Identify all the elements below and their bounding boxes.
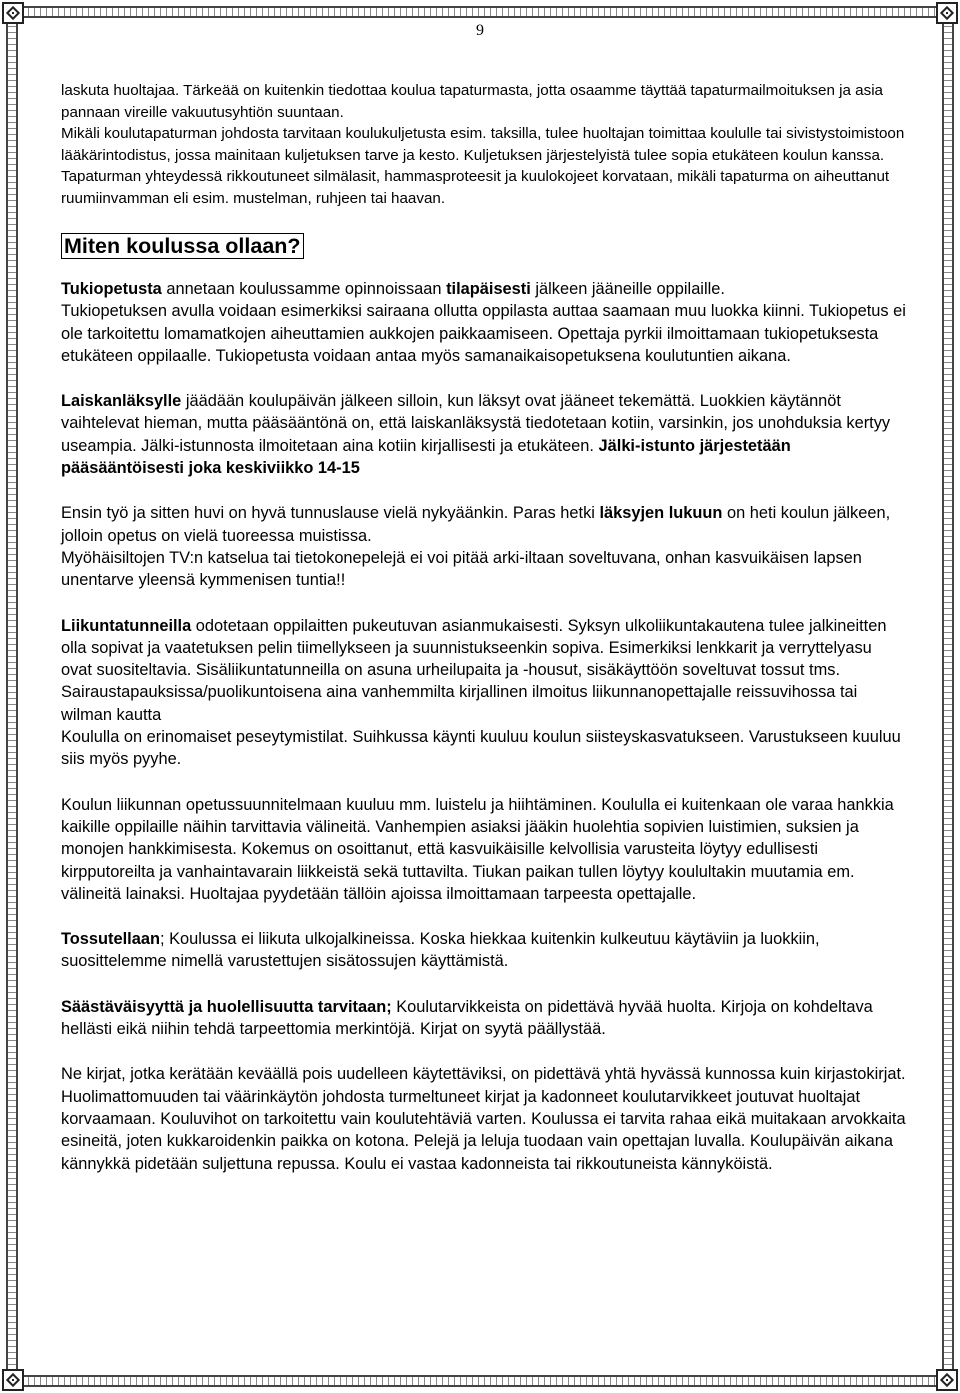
text-run: Koulutarvikkeista on pidettävä hyvää huolta. Kirjoja on kohdeltava hellästi eikä niihin tehdä tarpeettomia merkintöjä. Kirjat on syytä päällystää. (61, 997, 873, 1039)
page-border-right (942, 14, 954, 1379)
paragraph: Mikäli koulutapaturman johdosta tarvitaan koulukuljetusta esim. taksilla, tulee huoltajan toimittaa koululle tai sivistystoimistoon lääkärintodistus, jossa mainitaan kuljetuksen tarve ja kesto. Kuljetuksen järjestelyistä tulee sopia etukäteen koulun kanssa. (61, 125, 905, 164)
bold-term: Laiskanläksylle (61, 392, 182, 411)
border-corner-ornament (936, 1369, 958, 1391)
paragraph: Tapaturman yhteydessä rikkoutuneet silmälasit, hammasproteesit ja kuulokojeet korvataan, mikäli tapaturma on aiheuttanut ruumiinvamman eli esim. mustelman, ruhjeen tai haavan. (61, 168, 890, 207)
text-run: Ensin työ ja sitten huvi on hyvä tunnuslause vielä nykyäänkin. Paras hetki (61, 504, 600, 523)
accident-section (61, 80, 907, 209)
text-run: jäädään koulupäivän jälkeen silloin, kun läksyt ovat jääneet tekemättä. Luokkien käytännöt vaihtelevat hieman, mutta pääsääntönä on, että laiskanläksystä tiedotetaan kotiin, varsinkin, jos unohduksia kertyy useampia. Jälki-istunnosta ilmoitetaan aina kotiin kirjallisesti ja etukäteen. (61, 392, 891, 455)
bold-term: Säästäväisyyttä ja huolellisuutta tarvitaan; (61, 997, 392, 1016)
text-run: on heti koulun jälkeen, jolloin opetus on vielä tuoreessa muistissa. (61, 504, 891, 545)
paragraph-laiskanlaksy (61, 390, 907, 479)
page-number: 9 (476, 22, 484, 39)
text-run: Tukiopetuksen avulla voidaan esimerkiksi sairaana ollutta oppilasta auttaa saamaan muu luokka kiinni. Tukiopetus ei ole tarkoitettu lomamatkojen aiheuttamien aukkojen paikkaamiseen. Opettaja pyrkii ilmoittamaan tukiopetuksesta etukäteen oppilaalle. Tukiopetusta voidaan antaa myös samanaikaisopetuksena koulutuntien aikana. (61, 302, 906, 365)
bold-term: Tukiopetusta (61, 280, 162, 298)
text-run: annetaan koulussamme opinnoissaan (161, 280, 447, 298)
section-heading (61, 233, 907, 259)
paragraph-liikunta (61, 615, 907, 771)
text-run: jälkeen jääneille oppilaille. (530, 280, 725, 298)
text-run: Myöhäisiltojen TV:n katselua tai tietokonepelejä ei voi pitää arki-iltaan soveltuvana, onhan kasvuikäisen lapsen unentarve yleensä kymmenisen tuntia!! (61, 548, 862, 590)
bold-term: Liikuntatunneilla (61, 616, 192, 635)
bold-term: Tossutellaan (61, 930, 160, 949)
paragraph-saastavaisyys (61, 996, 907, 1041)
border-corner-ornament (2, 1369, 24, 1391)
paragraph-tukiopetus (61, 278, 907, 367)
document-body (61, 80, 907, 1198)
page-border-top (14, 6, 946, 18)
page-border-left (6, 14, 18, 1379)
paragraph-lukeminen (61, 502, 907, 591)
paragraph-tossut (61, 928, 907, 973)
bold-term: Jälki-istunto järjestetään pääsääntöisesti joka keskiviikko 14-15 (61, 436, 791, 478)
rules-section (61, 278, 907, 1175)
border-corner-ornament (2, 2, 24, 24)
bold-term: tilapäisesti (446, 280, 531, 298)
page-border-bottom (14, 1375, 946, 1387)
bold-term: läksyjen lukuun (599, 504, 723, 523)
paragraph-kirjat: Ne kirjat, jotka kerätään keväällä pois uudelleen käytettäviksi, on pidettävä yhtä hyvässä kunnossa kuin kirjastokirjat. Huolimattomuuden tai väärinkäytön johdosta turmeltuneet kirjat ja kadonneet koulutarvikkeet joutuvat huoltajat korvaamaan. Kouluvihot on tarkoitettu vain koulutehtäviä varten. Koulussa ei tarvita rahaa eikä muitakaan arvokkaita esineitä, joten kukkaroidenkin paikka on kotona. Pelejä ja leluja tuodaan vain opettajan luvalla. Koulupäivän aikana kännykkä pidetään suljettuna repussa. Koulu ei vastaa kadonneista tai rikkoutuneista kännyköistä. (61, 1065, 906, 1173)
paragraph: laskuta huoltajaa. Tärkeää on kuitenkin tiedottaa koulua tapaturmasta, jotta osaamme täyttää tapaturmailmoituksen ja asia pannaan vireille vakuutusyhtiön suuntaan. (61, 82, 884, 121)
text-run: odotetaan oppilaitten pukeutuvan asianmukaisesti. Syksyn ulkoliikuntakautena tulee jalkineitten olla sopivat ja vaatetuksen pelin tiimellykseen ja suunnistukseenkin sopiva. Esimerkiksi lenkkarit ja verryttelyasu ovat suositeltavia. Sisäliikuntatunneilla on asuna urheilupaita ja -housut, sisäkäyttöön soveltuvat tossut tms. Sairaustapauksissa/puolikuntoisena aina vanhemmilta kirjallinen ilmoitus liikunnanopettajalle reissuvihossa tai wilman kautta (61, 616, 887, 724)
text-run: ; Koulussa ei liikuta ulkojalkineissa. Koska hiekkaa kuitenkin kulkeutuu käytäviin ja luokkiin, suosittelemme nimellä varustettujen sisätossujen käyttämistä. (61, 930, 820, 971)
border-corner-ornament (936, 2, 958, 24)
text-run: Koululla on erinomaiset peseytymistilat. Suihkussa käynti kuuluu koulun siisteyskasvatukseen. Varustukseen kuuluu siis myös pyyhe. (61, 728, 901, 769)
section-heading-text: Miten koulussa ollaan? (61, 233, 304, 259)
paragraph-opetussuunnitelma: Koulun liikunnan opetussuunnitelmaan kuuluu mm. luistelu ja hiihtäminen. Koululla ei kuitenkaan ole varaa hankkia kaikille oppilaille näihin tarvittavia välineitä. Vanhempien asiaksi jääkin huolehtia sopivien luistimien, suksien ja monojen hankkimisesta. Kokemus on osoittanut, että kasvuikäisille kelvollisia varusteita löytyy edullisesti kirpputoreilta ja vanhaintavarain liikkeistä sekä tuttavilta. Tiukan paikan tullen löytyy koulultakin muutamia em. välineitä lainaksi. Huoltajaa pyydetään tällöin ajoissa ilmoittamaan tarpeesta opettajalle. (61, 795, 894, 903)
